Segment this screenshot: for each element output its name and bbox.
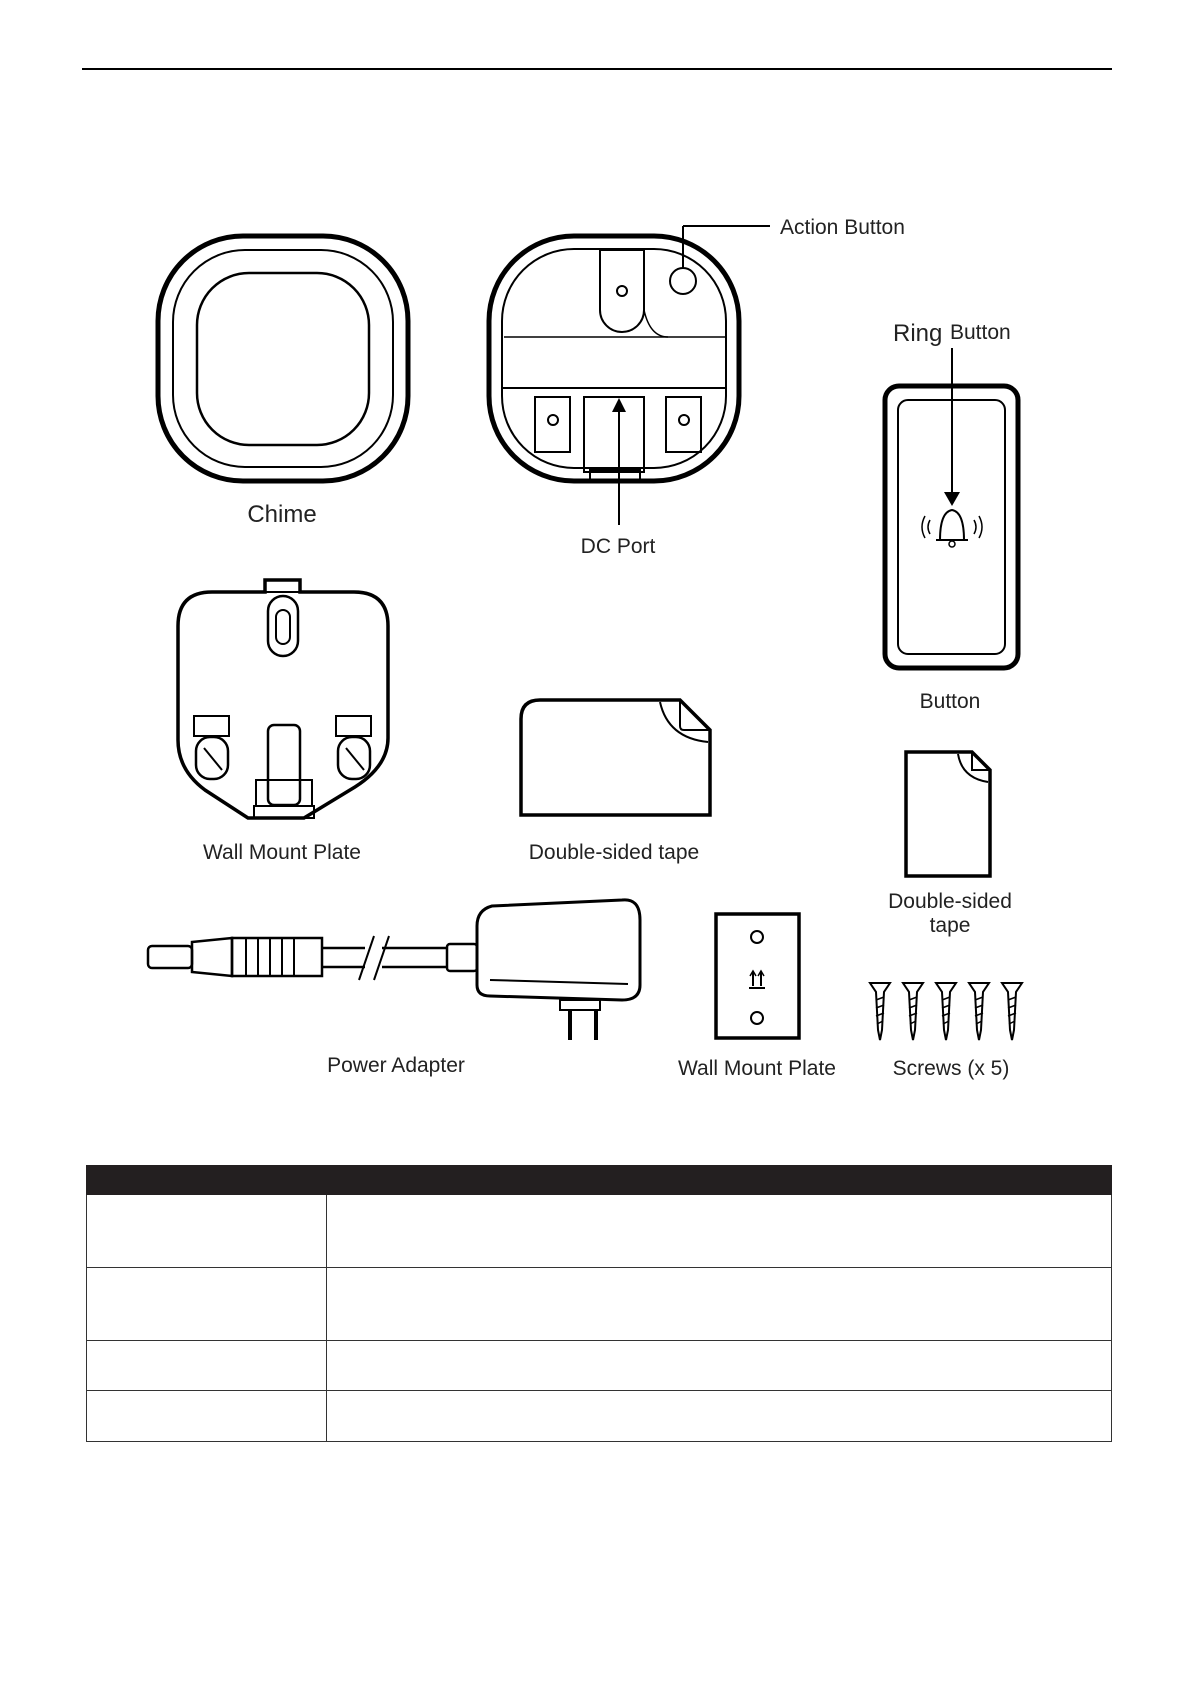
screw-icon — [870, 983, 890, 1040]
table-cell — [87, 1195, 327, 1268]
table-row — [87, 1195, 1112, 1268]
ring-label: Ring — [893, 320, 943, 347]
chime-label: Chime — [247, 501, 317, 528]
chime-wall-mount-plate-illustration — [178, 580, 388, 818]
wall-mount-plate-label: Wall Mount Plate — [203, 841, 361, 864]
doorbell-button-illustration — [885, 348, 1018, 668]
table-header-row — [87, 1166, 1112, 1195]
table-cell — [87, 1268, 327, 1341]
table-row — [87, 1341, 1112, 1391]
bell-icon — [922, 510, 982, 547]
table-header-cell — [327, 1166, 1112, 1195]
table-cell — [87, 1391, 327, 1442]
table-row — [87, 1268, 1112, 1341]
table-header-cell — [87, 1166, 327, 1195]
action-button-label: Action Button — [780, 216, 905, 239]
table-cell — [87, 1341, 327, 1391]
button-wall-mount-plate-illustration — [716, 914, 799, 1038]
table-cell — [327, 1391, 1112, 1442]
power-adapter-illustration — [148, 900, 640, 1040]
screw-icon — [936, 983, 956, 1040]
double-sided-tape-small-label-line1: Double-sided — [888, 890, 1012, 913]
chime-illustration — [158, 236, 408, 481]
table-cell — [327, 1268, 1112, 1341]
table-cell — [327, 1195, 1112, 1268]
spec-table — [86, 1165, 1112, 1442]
button-wall-mount-plate-label: Wall Mount Plate — [678, 1057, 836, 1080]
double-sided-tape-large-illustration — [521, 700, 710, 815]
double-sided-tape-small-illustration — [906, 752, 990, 876]
table-row — [87, 1391, 1112, 1442]
screws-label: Screws (x 5) — [892, 1057, 1010, 1080]
double-sided-tape-small-label-line2: tape — [929, 914, 971, 937]
screw-icon — [969, 983, 989, 1040]
power-adapter-label: Power Adapter — [327, 1054, 465, 1077]
ring-button-label: Button — [950, 321, 1011, 344]
double-sided-tape-label: Double-sided tape — [528, 841, 700, 864]
screw-icon — [903, 983, 923, 1040]
table-cell — [327, 1341, 1112, 1391]
button-label: Button — [919, 690, 981, 713]
screw-icon — [1002, 983, 1022, 1040]
screws-illustration — [870, 983, 1022, 1040]
chime-back-illustration — [489, 226, 770, 525]
dc-port-label: DC Port — [580, 535, 656, 558]
